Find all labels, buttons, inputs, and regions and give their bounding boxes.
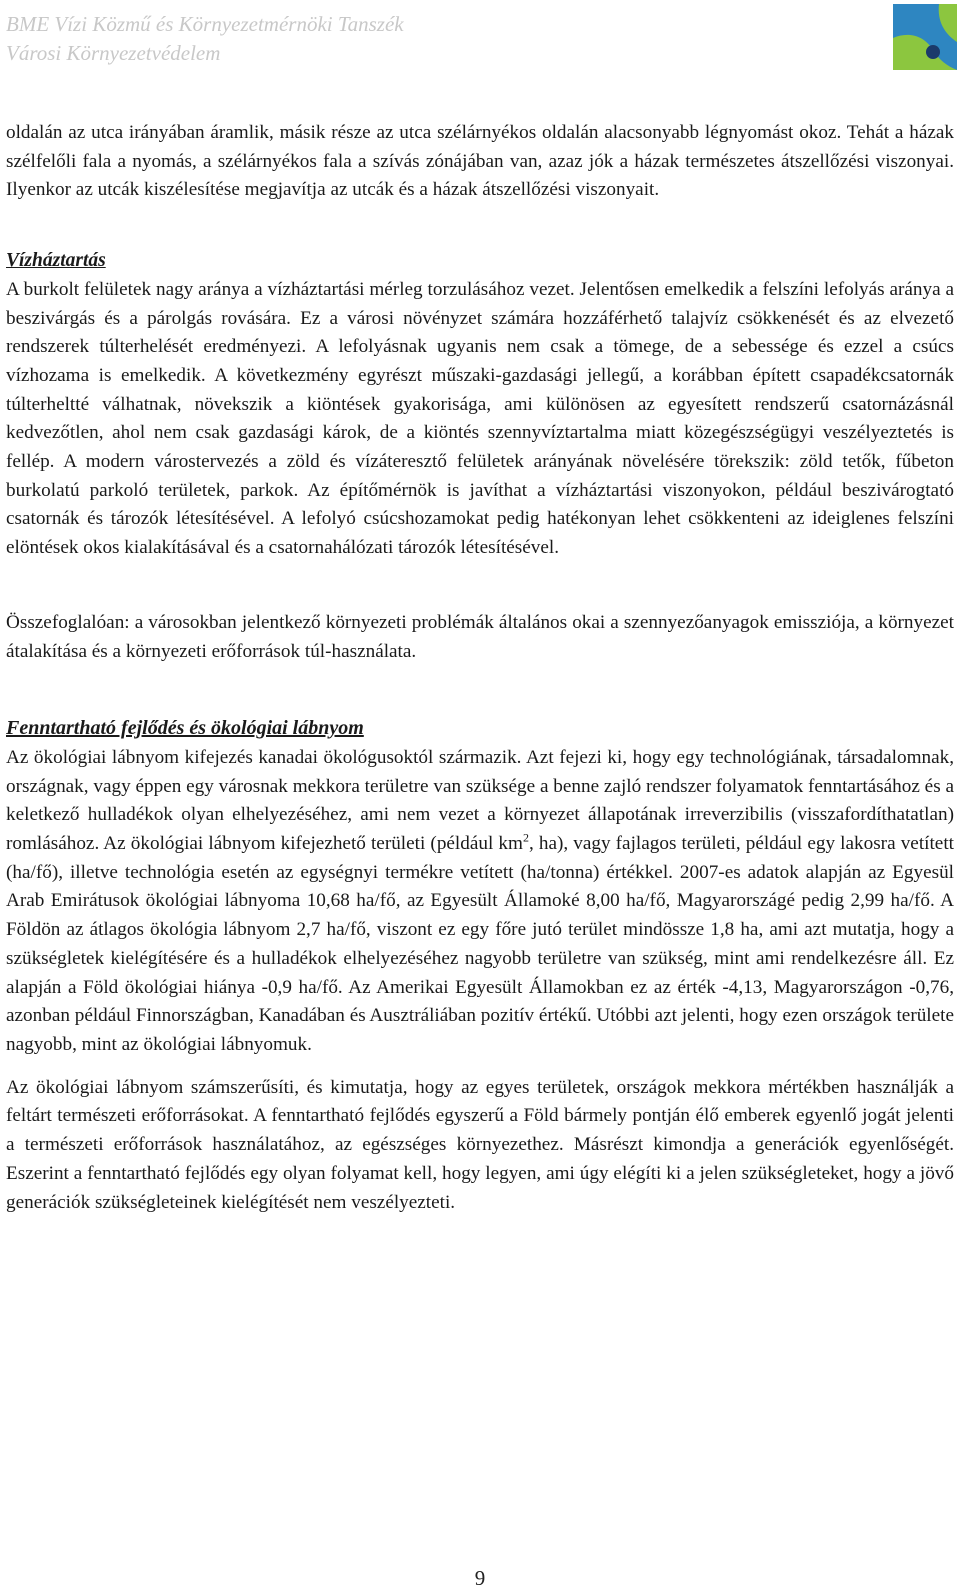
header-title bbox=[6, 10, 404, 68]
department-logo-icon bbox=[893, 4, 957, 70]
section-heading-sustainability bbox=[6, 714, 954, 744]
section-heading-water-balance bbox=[6, 247, 954, 276]
text-span: , ha), vagy fajlagos területi, például egy lakosra vetített (ha/fő), illetve technológia esetén az egységnyi termékre vetített (ha/tonna) értékkel. 2007-es adatok alapján az Egyesül Arab Emirátusok ökológiai lábnyoma 10,68 ha/fő, az Egyesült Államoké 8,00 ha/fő, Magyarországé pedig 2,99 ha/fő. A Földön az átlagos ökológia lábnyom 2,7 ha/fő, viszont ez egy főre jutó terület mindössze 1,8 ha, ami azt mutatja, hogy a szükségletek kielégítésére és a hulladékok elhelyezéséhez nagyobb területre van szükség, mint ami rendelkezésre áll. Ez alapján a Föld ökológiai hiánya -0,9 ha/fő. Az Amerikai Egyesült Államokban ez az érték -4,13, Magyarországon -0,76, azonban például Finnországban, Kanadában és Ausztráliában pozitív értékű. Utóbbi azt jelenti, hogy ezen országok területe nagyobb, mint az ökológiai lábnyomuk. bbox=[6, 833, 954, 1055]
paragraph-sustainable-development: Az ökológiai lábnyom számszerűsíti, és kimutatja, hogy az egyes területek, országok mekkora mértékben használják a feltárt természeti erőforrásokat. A fenntartható fejlődés egyszerű a Föld bármely pontján élő emberek egyenlő jogát jelenti a természeti erőforrások használatához, az egészséges környezethez. Másrészt kimondja a generációk egyenlőségét. Eszerint a fenntartható fejlődés egy olyan folyamat kell, hogy legyen, ami úgy elégíti ki a jelen szükségleteket, hogy a jövő generációk szükségleteinek kielégítését nem veszélyezteti. bbox=[6, 1076, 954, 1213]
document-body bbox=[6, 119, 954, 1217]
superscript: 2 bbox=[522, 830, 529, 845]
paragraph-ventilation: oldalán az utca irányában áramlik, másik része az utca szélárnyékos oldalán alacsonyabb légnyomást okoz. Tehát a házak szélfelőli fala a nyomás, a szélárnyékos fala a szívás zónájában van, azaz jók a házak természetes átszellőzési viszonyai. Ilyenkor az utcák kiszélesítése megjavítja az utcák és a házak átszellőzési viszonyait. bbox=[6, 122, 954, 201]
paragraph-ecological-footprint bbox=[6, 744, 954, 1060]
page-number: 9 bbox=[474, 1566, 486, 1590]
header-department: BME Vízi Közmű és Környezetmérnöki Tanszék bbox=[6, 12, 404, 36]
paragraph-water-balance: A burkolt felületek nagy aránya a vízháztartási mérleg torzulásához vezet. Jelentősen emelkedik a felszíni lefolyás aránya a beszivárgás és a párolgás rovására. Ez a városi növényzet számára hozzáférhető talajvíz csökkenését és az elvezető rendszerek túlterhelését eredményezi. A lefolyásnak ugyanis nem csak a tömege, de a sebessége és ezzel a csúcs vízhozama is emelkedik. A következmény egyrészt műszaki-gazdasági jellegű, a korábban épített csapadékcsatornák túlterheltté válhatnak, növekszik a kiöntések gyakorisága, ami különösen az egyesített rendszerű csatornázásnál kedvezőtlen, ahol nem csak gazdasági károk, de a kiöntés szennyvíztartalma miatt közegészségügyi veszélyeztetés is fellép. A modern várostervezés a zöld és vízáteresztő felületek arányának növelésére törekszik: zöld tetők, fűbeton burkolatú parkoló területek, parkok. Az építőmérnök is javíthat a vízháztartási viszonyokon, például beszivárogtató csatornák és tározók létesítésével. A lefolyó csúcshozamokat pedig hatékonyan lehet csökkenteni az ideiglenes felszíni elöntések okos kialakításával és a csatornahálózati tározók létesítésével. bbox=[6, 278, 954, 559]
paragraph-summary: Összefoglalóan: a városokban jelentkező környezeti problémák általános okai a szennyezőanyagok emissziója, a környezet átalakítása és a környezeti erőforrások túl-használata. bbox=[6, 611, 954, 662]
header-course: Városi Környezetvédelem bbox=[6, 41, 221, 65]
page-header bbox=[0, 0, 960, 80]
text-span: Az ökológiai lábnyom kifejezés kanadai ökológusoktól származik. Azt fejezi ki, hogy egy technológiának, társadalomnak, országnak, vagy éppen egy városnak mekkora területre van szüksége a benne zajló rendszer folyamatok fenntartásához és a keletkező hulladékok olyan elhelyezéséhez, ami nem vezet a környezet állapotának irreverzibilis (visszafordíthatatlan) romlásához. Az ökológiai lábnyom kifejezhető területi (például km bbox=[6, 746, 954, 855]
heading-text: Fenntartható fejlődés és ökológiai lábnyom bbox=[6, 717, 364, 740]
heading-text: Vízháztartás bbox=[6, 250, 106, 272]
